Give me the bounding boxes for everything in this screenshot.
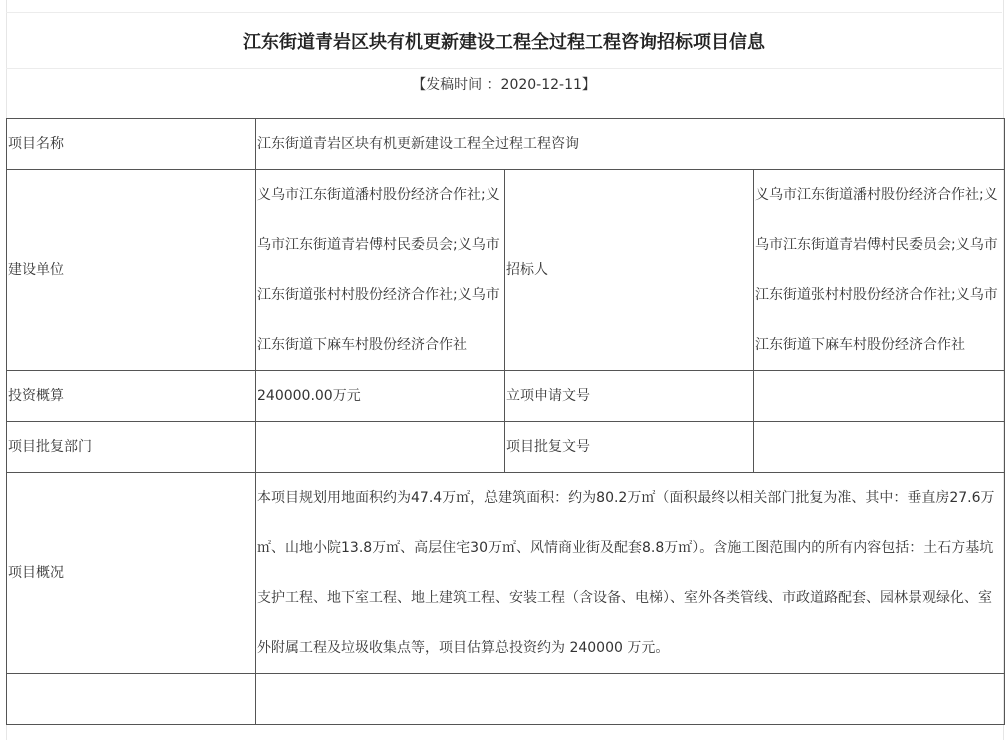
overview-value-cell bbox=[256, 473, 1005, 674]
row-project-name bbox=[7, 119, 1005, 170]
approval-dept-label-cell bbox=[7, 422, 256, 473]
overview-value: 本项目规划用地面积约为47.4万㎡，总建筑面积：约为80.2万㎡（面积最终以相关部门批复为准、其中：垂直房27.6万㎡、山地小院13.8万㎡、高层住宅30万㎡、风情商业街及配套8.8万㎡）。含施工图范围内的所有内容包括：土石方基坑支护工程、地下室工程、地上建筑工程、安装工程（含设备、电梯）、室外各类管线、市政道路配套、园林景观绿化、室外附属工程及垃圾收集点等，项目估算总投资约为 240000 万元。 bbox=[257, 490, 995, 656]
row-approval bbox=[7, 422, 1005, 473]
approval-no-label-cell bbox=[505, 422, 754, 473]
publish-label: 【发稿时间 ： bbox=[412, 77, 501, 93]
builder-value-cell bbox=[256, 170, 505, 371]
overview-label-cell bbox=[7, 473, 256, 674]
approval-no-label: 项目批复文号 bbox=[506, 439, 590, 455]
project-name-value: 江东街道青岩区块有机更新建设工程全过程工程咨询 bbox=[257, 136, 579, 152]
publish-date: 2020-12-11 bbox=[500, 77, 582, 93]
title-bar bbox=[6, 12, 1002, 69]
project-name-value-cell bbox=[256, 119, 1005, 170]
approval-doc-label: 立项申请文号 bbox=[506, 388, 590, 404]
investment-label: 投资概算 bbox=[8, 388, 64, 404]
row-builder-tenderer bbox=[7, 170, 1005, 371]
builder-label: 建设单位 bbox=[8, 262, 64, 278]
approval-doc-value-cell bbox=[754, 371, 1005, 422]
publish-suffix: 】 bbox=[581, 77, 596, 93]
tenderer-label-cell bbox=[505, 170, 754, 371]
builder-label-cell bbox=[7, 170, 256, 371]
project-info-table bbox=[6, 118, 1005, 725]
approval-no-value-cell bbox=[754, 422, 1005, 473]
publish-date-line bbox=[6, 74, 1002, 96]
page-title: 江东街道青岩区块有机更新建设工程全过程工程咨询招标项目信息 bbox=[243, 31, 765, 53]
approval-dept-label: 项目批复部门 bbox=[8, 439, 92, 455]
project-name-label-cell bbox=[7, 119, 256, 170]
row-investment bbox=[7, 371, 1005, 422]
overview-label: 项目概况 bbox=[8, 565, 64, 581]
project-name-label: 项目名称 bbox=[8, 136, 64, 152]
next-row-label-cell bbox=[7, 674, 256, 725]
approval-doc-label-cell bbox=[505, 371, 754, 422]
investment-value-cell bbox=[256, 371, 505, 422]
row-overview bbox=[7, 473, 1005, 674]
next-row-value-cell bbox=[256, 674, 1005, 725]
row-next-partial bbox=[7, 674, 1005, 725]
builder-value: 义乌市江东街道潘村股份经济合作社;义乌市江东街道青岩傅村民委员会;义乌市江东街道张村村股份经济合作社;义乌市江东街道下麻车村股份经济合作社 bbox=[257, 187, 500, 353]
investment-label-cell bbox=[7, 371, 256, 422]
investment-value: 240000.00万元 bbox=[257, 388, 361, 404]
approval-dept-value-cell bbox=[256, 422, 505, 473]
tenderer-value: 义乌市江东街道潘村股份经济合作社;义乌市江东街道青岩傅村民委员会;义乌市江东街道张村村股份经济合作社;义乌市江东街道下麻车村股份经济合作社 bbox=[755, 187, 998, 353]
tenderer-value-cell bbox=[754, 170, 1005, 371]
tenderer-label: 招标人 bbox=[506, 262, 548, 278]
